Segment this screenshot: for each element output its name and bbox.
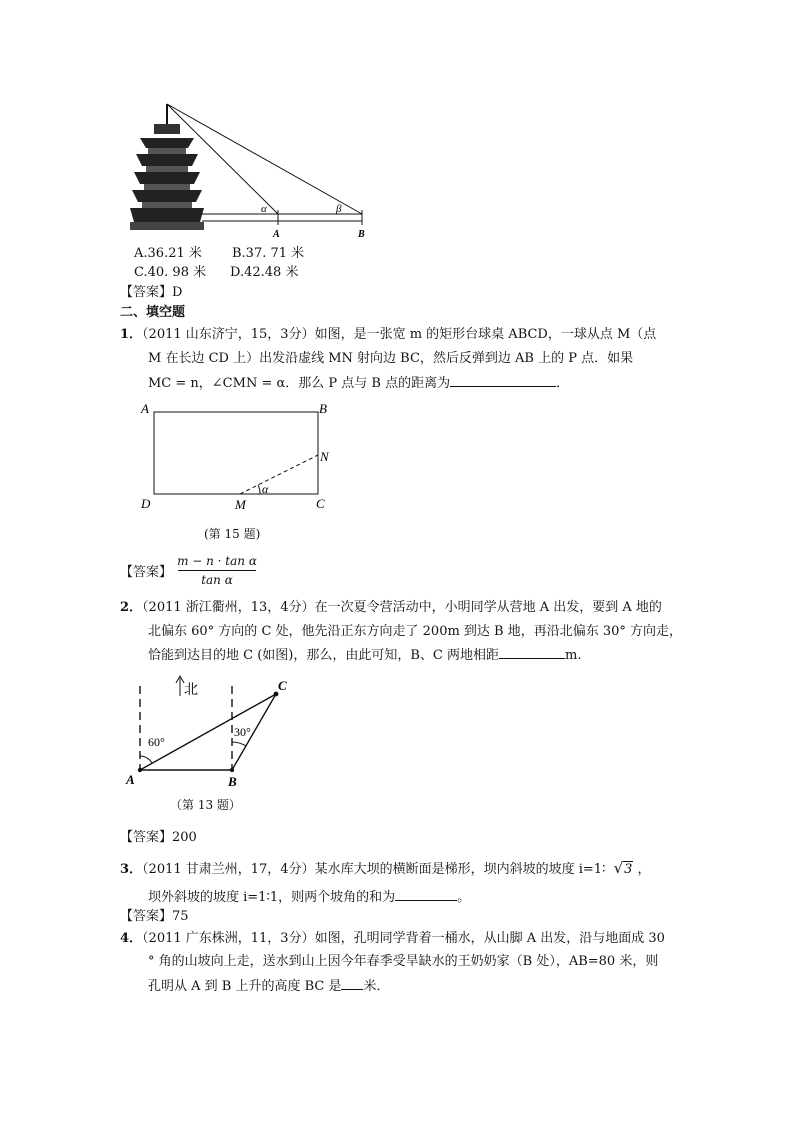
q1-label-b: B xyxy=(319,401,327,416)
q1-text3-end: ． xyxy=(556,376,570,391)
label-alpha: α xyxy=(261,203,267,215)
q1-answer-numerator: m − n · tan α xyxy=(177,554,257,568)
q3-number: 3． xyxy=(120,862,143,877)
q2-label-c: C xyxy=(278,678,287,693)
q2-direction-figure xyxy=(118,672,298,792)
q4-line3 xyxy=(148,975,390,997)
q1-text3: MC = n，∠CMN = α．那么 P 点与 B 点的距离为 xyxy=(148,376,451,391)
q4-line1 xyxy=(120,929,665,949)
q2-label-60: 60° xyxy=(148,735,165,749)
q1-label-c: C xyxy=(316,496,325,511)
q2-line1 xyxy=(120,598,662,618)
q1-label-m: M xyxy=(235,497,246,512)
label-b: B xyxy=(358,229,365,240)
q3-answer-tag: 【答案】 xyxy=(120,909,173,924)
q3-sqrt xyxy=(614,858,634,880)
q2-answer-tag: 【答案】 xyxy=(120,830,173,845)
q4-answer-blank xyxy=(341,975,363,990)
q3-line2 xyxy=(148,886,470,908)
q4-text3: 孔明从 A 到 B 上升的高度 BC 是 xyxy=(148,979,342,994)
q4-text1: （2011 广东株洲，11，3分）如图，孔明同学背着一桶水，从山脚 A 出发，沿与地面成 30 xyxy=(142,931,665,946)
q4-number: 4． xyxy=(120,931,143,946)
q1-label-a: A xyxy=(141,401,149,416)
q1-label-alpha: α xyxy=(262,482,269,496)
q1-caption: (第 15 题) xyxy=(204,527,261,541)
q2-label-30: 30° xyxy=(234,725,251,739)
q1-label-d: D xyxy=(141,496,151,511)
q1-answer-fraction xyxy=(176,553,258,588)
q1-answer-tag: 【答案】 xyxy=(120,565,173,580)
q3-text2-end: 。 xyxy=(457,890,471,905)
choice-d: D.42.48 米 xyxy=(230,265,299,280)
q2-label-a: A xyxy=(126,772,135,787)
label-beta: β xyxy=(336,203,342,215)
q3-comma: ， xyxy=(637,862,651,877)
q3-answer-value: 75 xyxy=(172,909,189,924)
q1-text1: （2011 山东济宁，15，3分）如图，是一张宽 m 的矩形台球桌 ABCD，一球从点 M（点 xyxy=(142,327,657,342)
q2-north-label: 北 xyxy=(184,683,198,698)
choice-b: B.37. 71 米 xyxy=(232,246,305,261)
choice-c: C.40. 98 米 xyxy=(134,265,207,280)
pagoda-image xyxy=(130,104,204,230)
q1-number: 1． xyxy=(120,327,143,342)
q3-text2: 坝外斜坡的坡度 i=1∶1，则两个坡角的和为 xyxy=(148,890,396,905)
q2-answer-value: 200 xyxy=(172,830,197,845)
q3-answer-blank xyxy=(395,886,457,901)
q2-text3: 恰能到达目的地 C (如图)，那么，由此可知，B、C 两地相距 xyxy=(148,648,499,663)
q2-label-b: B xyxy=(228,774,237,789)
q2-text3-end: m. xyxy=(565,648,582,663)
q2-answer xyxy=(120,828,197,848)
section-title: 二、填空题 xyxy=(120,305,186,320)
sqrt-icon: √ xyxy=(613,859,624,877)
q1-label-n: N xyxy=(320,449,329,464)
answer-prev xyxy=(120,283,182,303)
q2-line2: 北偏东 60° 方向的 C 处，他先沿正东方向走了 200m 到达 B 地，再沿北偏东 30° 方向走， xyxy=(148,624,683,639)
label-a: A xyxy=(273,229,280,240)
q4-line2: ° 角的山坡向上走，送水到山上因今年春季受旱缺水的王奶奶家（B 处），AB=80 米，则 xyxy=(148,954,659,969)
q3-answer xyxy=(120,907,189,927)
q2-number: 2． xyxy=(120,600,143,615)
q3-text1: （2011 甘肃兰州，17，4分）某水库大坝的横断面是梯形，坝内斜坡的坡度 i=1∶ xyxy=(142,862,606,877)
q2-caption: （第 13 题） xyxy=(170,798,241,812)
q3-line1 xyxy=(120,858,651,880)
q3-sqrt-value: 3 xyxy=(624,862,633,877)
q2-text1: （2011 浙江衢州，13，4分）在一次夏令营活动中，小明同学从营地 A 出发，要到 A 地的 xyxy=(142,600,662,615)
q2-line3 xyxy=(148,644,581,666)
answer-tag: 【答案】 xyxy=(120,285,173,300)
q1-line2: M 在长边 CD 上）出发沿虚线 MN 射向边 BC，然后反弹到边 AB 上的 P 点．如果 xyxy=(148,351,634,366)
tower-figure xyxy=(118,98,378,243)
q4-text3-end: 米． xyxy=(363,979,390,994)
q2-answer-blank xyxy=(499,644,565,659)
answer-value: D xyxy=(172,285,183,300)
choice-a: A.36.21 米 xyxy=(134,246,202,261)
q1-line1 xyxy=(120,325,656,345)
q1-rectangle-figure xyxy=(138,398,338,514)
q1-answer-blank xyxy=(450,372,556,387)
q1-answer-denominator: tan α xyxy=(201,573,233,587)
q1-line3 xyxy=(148,372,569,394)
